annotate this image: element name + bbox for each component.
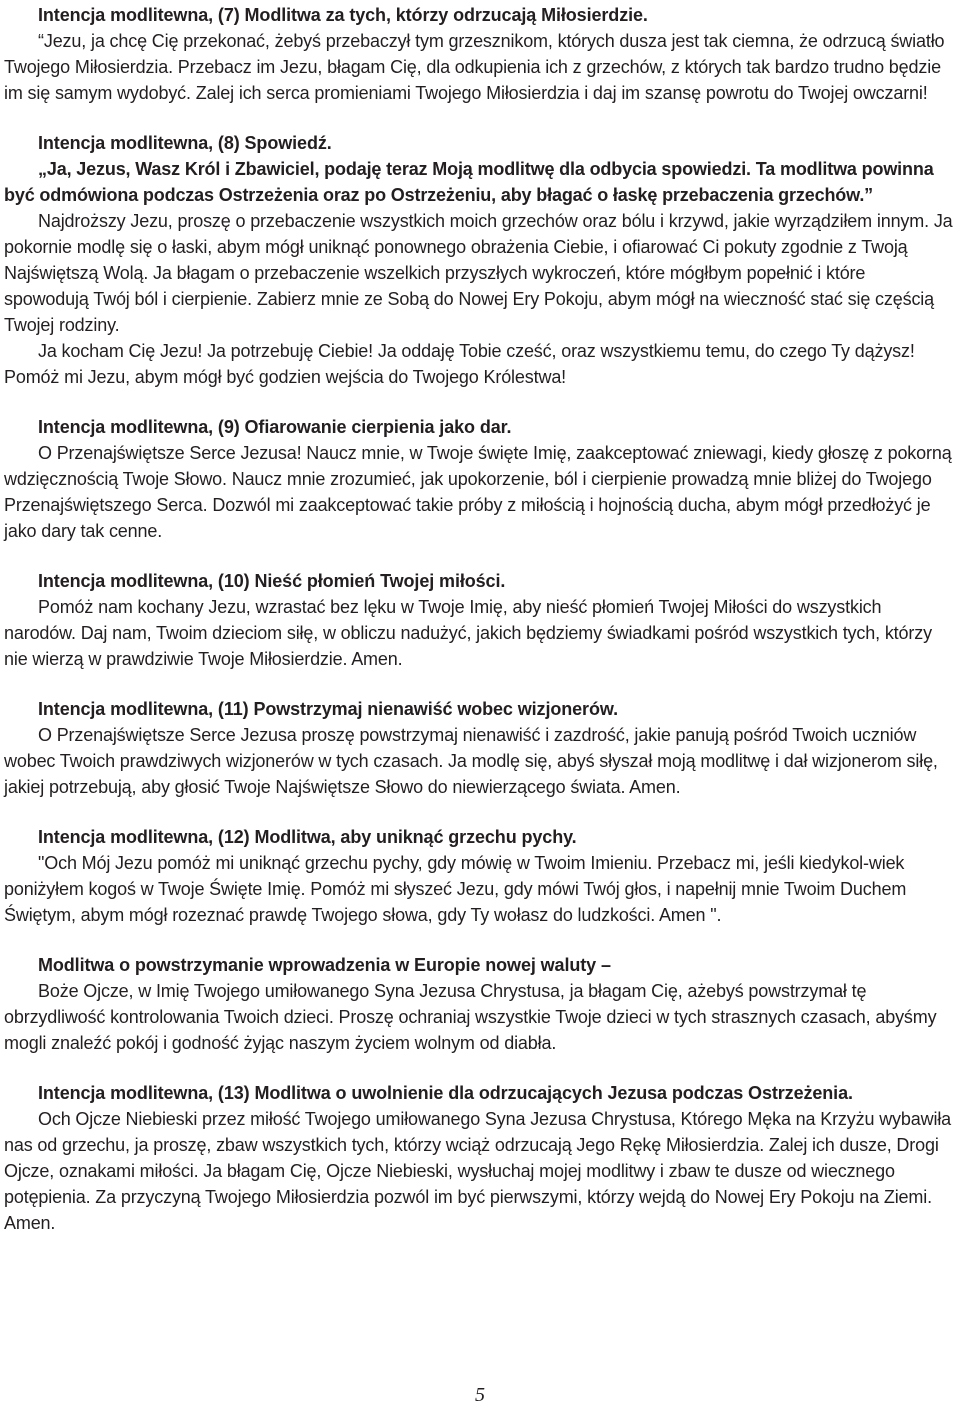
prayer-paragraph: Pomóż nam kochany Jezu, wzrastać bez lęku w Twoje Imię, aby nieść płomień Twojej Miłości do wszystkich narodów. Daj nam, Twoim dzieciom siłę, w obliczu nadużyć, jakich będziemy świadkami pośród wszystkich tych, którzy nie wierzą w prawdziwie Twoje Miłosierdzie. Amen. <box>4 597 932 669</box>
prayer-section-7 <box>4 2 954 106</box>
prayer-paragraph: Najdroższy Jezu, proszę o przebaczenie wszystkich moich grzechów oraz bólu i krzywd, jakie wyrządziłem innym. Ja pokornie modlę się o łaski, abym mógł uniknąć ponownego obrażenia Ciebie, i ofiarować Ci pokuty zgodnie z Twoją Najświętszą Wolą. Ja błagam o przebaczenie wszelkich przyszłych wykroczeń, które mógłbym popełnić i które spowodują Twój ból i cierpienie. Zabierz mnie ze Sobą do Nowej Ery Pokoju, abym mógł na wieczność stać się częścią Twojej rodziny. <box>4 211 953 335</box>
document-page <box>4 2 954 1236</box>
prayer-intro: „Ja, Jezus, Wasz Król i Zbawiciel, podaję teraz Moją modlitwę dla odbycia spowiedzi. Ta modlitwa powinna być odmówiona podczas Ostrzeżenia oraz po Ostrzeżeniu, aby błagać o łaskę przebaczenia grzechów.” <box>4 159 934 205</box>
section-heading: Intencja modlitewna, (11) Powstrzymaj nienawiść wobec wizjonerów. <box>38 699 618 719</box>
section-heading: Intencja modlitewna, (12) Modlitwa, aby uniknąć grzechu pychy. <box>38 827 577 847</box>
prayer-paragraph: "Och Mój Jezu pomóż mi uniknąć grzechu pychy, gdy mówię w Twoim Imieniu. Przebacz mi, jeśli kiedykol-wiek poniżyłem kogoś w Twoje Święte Imię. Pomóż mi słyszeć Jezu, gdy mówi Twój głos, i napełnij mnie Twoim Duchem Świętym, abym mógł rozeznać prawdę Twojego słowa, gdy Ty wołasz do ludzkości. Amen ". <box>4 853 907 925</box>
section-heading: Intencja modlitewna, (8) Spowiedź. <box>38 133 332 153</box>
section-heading: Modlitwa o powstrzymanie wprowadzenia w Europie nowej waluty – <box>38 955 611 975</box>
page-number: 5 <box>475 1384 485 1406</box>
prayer-section-currency <box>4 952 954 1056</box>
section-heading: Intencja modlitewna, (10) Nieść płomień Twojej miłości. <box>38 571 506 591</box>
prayer-section-11 <box>4 696 954 800</box>
prayer-paragraph: Ja kocham Cię Jezu! Ja potrzebuję Ciebie! Ja oddaję Tobie cześć, oraz wszystkiemu temu, do czego Ty dążysz! Pomóż mi Jezu, abym mógł być godzien wejścia do Twojego Królestwa! <box>4 341 915 387</box>
prayer-section-10 <box>4 568 954 672</box>
prayer-section-13 <box>4 1080 954 1236</box>
prayer-paragraph: O Przenajświętsze Serce Jezusa! Naucz mnie, w Twoje święte Imię, zaakceptować zniewagi, kiedy głoszę z pokorną wdzięcznością Twoje Słowo. Naucz mnie zrozumieć, jak upokorzenie, ból i cierpienie prowadzą mnie bliżej do Twojego Przenajświętszego Serca. Dozwól mi zaakceptować takie próby z miłością i hojnością ducha, abym mógł przedłożyć je jako dary tak cenne. <box>4 443 952 541</box>
prayer-section-12 <box>4 824 954 928</box>
prayer-paragraph: O Przenajświętsze Serce Jezusa proszę powstrzymaj nienawiść i zazdrość, jakie panują pośród Twoich uczniów wobec Twoich prawdziwych wizjonerów w tych czasach. Ja modlę się, abyś słyszał moją modlitwę i dał wizjonerom siłę, jakiej potrzebują, aby głosić Twoje Najświętsze Słowo do niewierzącego świata. Amen. <box>4 725 938 797</box>
section-heading: Intencja modlitewna, (9) Ofiarowanie cierpienia jako dar. <box>38 417 512 437</box>
prayer-section-8 <box>4 130 954 390</box>
prayer-paragraph: Boże Ojcze, w Imię Twojego umiłowanego Syna Jezusa Chrystusa, ja błagam Cię, ażebyś powstrzymał tę obrzydliwość kontrolowania Twoich dzieci. Proszę ochraniaj wszystkie Twoje dzieci w tych strasznych czasach, abyśmy mogli znaleźć pokój i godność żyjąc naszym życiem wolnym od diabła. <box>4 981 937 1053</box>
prayer-paragraph: “Jezu, ja chcę Cię przekonać, żebyś przebaczył tym grzesznikom, których dusza jest tak ciemna, że odrzucą światło Twojego Miłosierdzia. Przebacz im Jezu, błagam Cię, dla odkupienia ich z grzechów, z których tak bardzo trudno będzie im się samym wydobyć. Zalej ich serca promieniami Twojego Miłosierdzia i daj im szansę powrotu do Twojej owczarni! <box>4 31 945 103</box>
prayer-section-9 <box>4 414 954 544</box>
section-heading: Intencja modlitewna, (7) Modlitwa za tych, którzy odrzucają Miłosierdzie. <box>38 5 648 25</box>
section-heading: Intencja modlitewna, (13) Modlitwa o uwolnienie dla odrzucających Jezusa podczas Ostrzeżenia. <box>38 1083 853 1103</box>
prayer-paragraph: Och Ojcze Niebieski przez miłość Twojego umiłowanego Syna Jezusa Chrystusa, Którego Męka na Krzyżu wybawiła nas od grzechu, ja proszę, zbaw wszystkich tych, którzy wciąż odrzucają Jego Rękę Miłosierdzia. Zalej ich dusze, Drogi Ojcze, oznakami miłości. Ja błagam Cię, Ojcze Niebieski, wysłuchaj mojej modlitwy i zbaw te dusze od wiecznego potępienia. Za przyczyną Twojego Miłosierdzia pozwól im być pierwszymi, którzy wejdą do Nowej Ery Pokoju na Ziemi. Amen. <box>4 1109 952 1233</box>
